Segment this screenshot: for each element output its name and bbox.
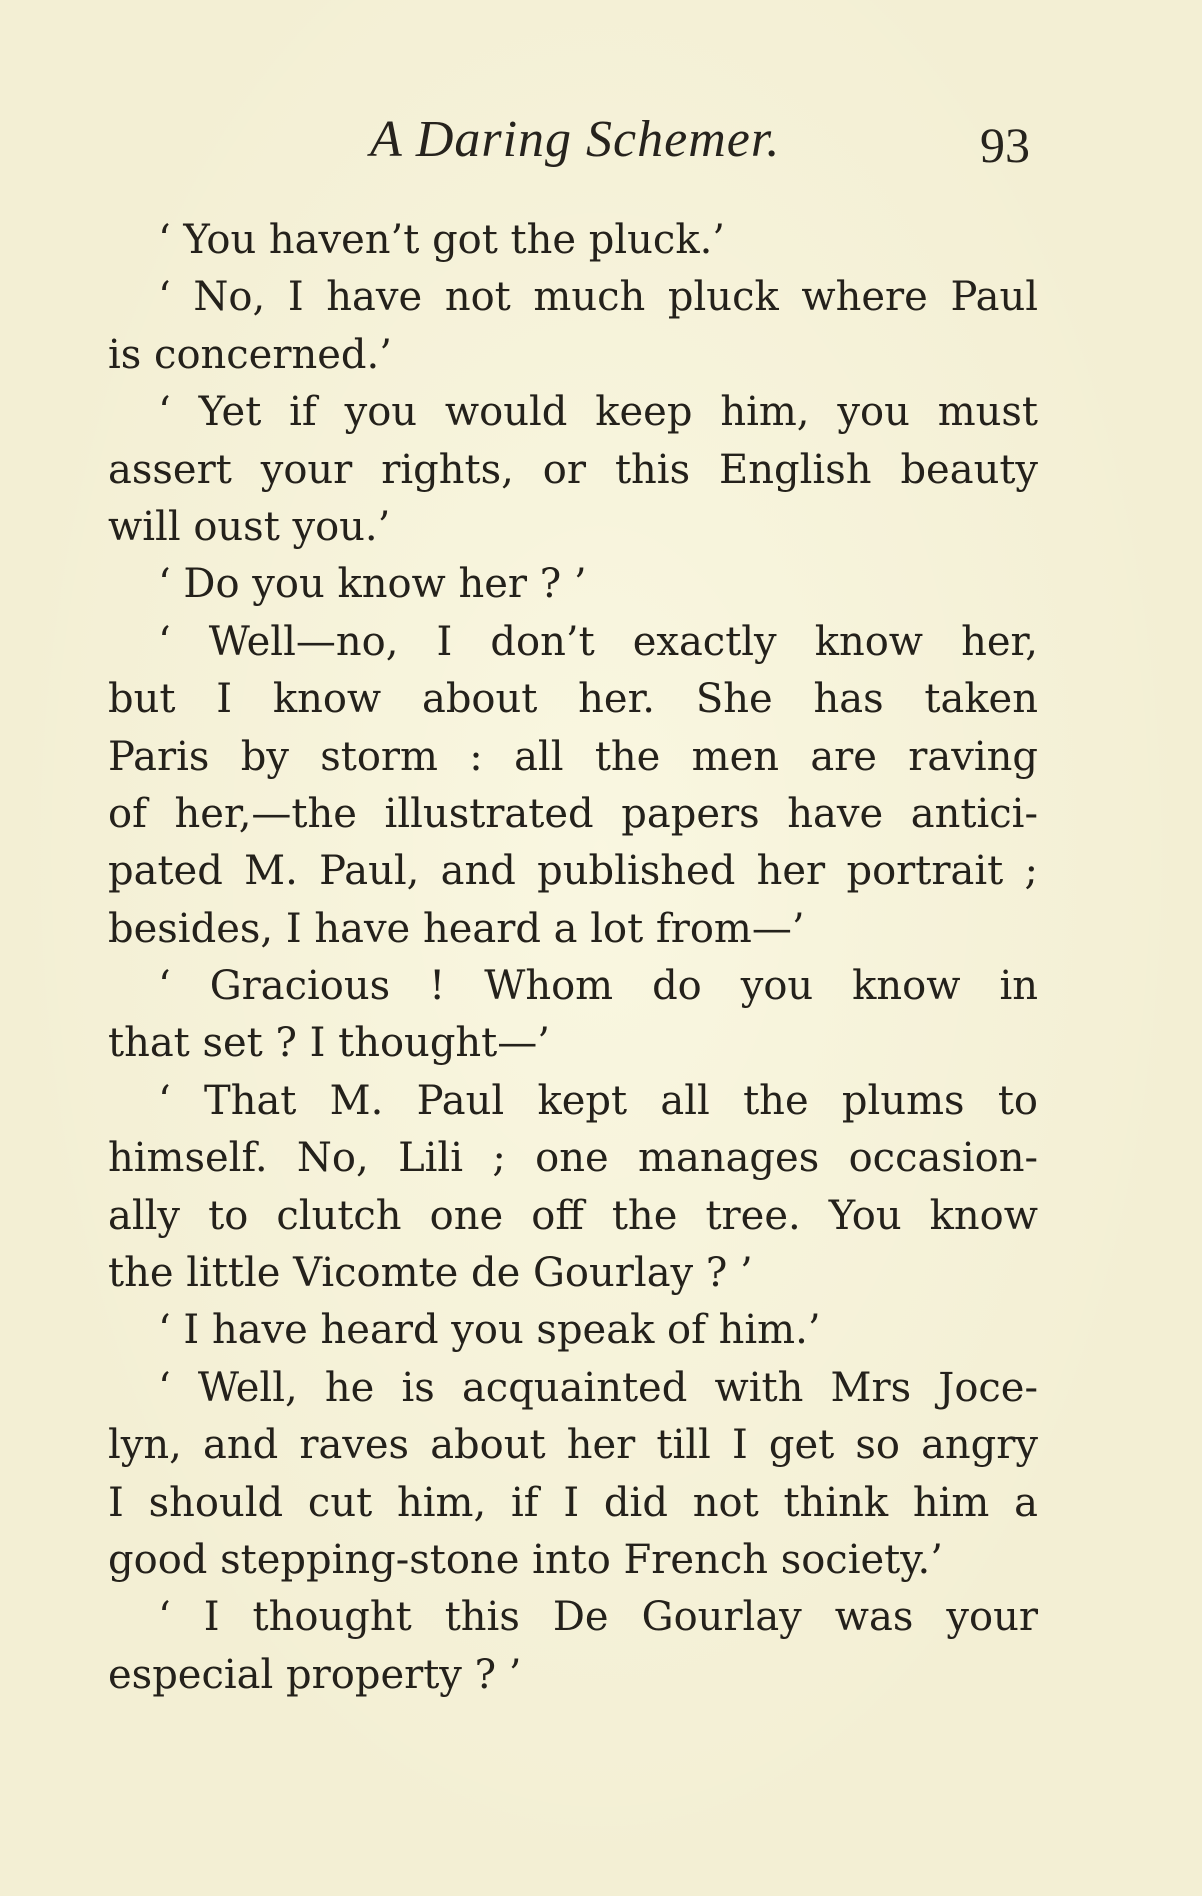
text-line: that set ? I thought—’ <box>108 1020 550 1067</box>
text-line: but I know about her. She has taken <box>108 676 1038 723</box>
text-line: Paris by storm : all the men are raving <box>108 733 1038 780</box>
text-line: besides, I have heard a lot from—’ <box>108 905 805 952</box>
page-number: 93 <box>980 117 1030 173</box>
text-line: ‘ Do you know her ? ’ <box>158 561 587 608</box>
text-line: ‘ Well, he is acquainted with Mrs Joce- <box>158 1364 1038 1411</box>
text-line: ally to clutch one off the tree. You know <box>108 1192 1038 1239</box>
text-line: of her,—the illustrated papers have antici- <box>108 790 1038 837</box>
running-head-title: A Daring Schemer. <box>370 111 781 168</box>
text-line: especial property ? ’ <box>108 1651 522 1698</box>
text-line: ‘ Gracious ! Whom do you know in <box>158 963 1038 1010</box>
text-line: assert your rights, or this English beauty <box>108 446 1038 493</box>
text-line: ‘ You haven’t got the pluck.’ <box>158 217 725 263</box>
text-line: ‘ That M. Paul kept all the plums to <box>158 1077 1038 1124</box>
text-line: ‘ I thought this De Gourlay was your <box>158 1594 1038 1641</box>
text-line: pated M. Paul, and published her portrait ; <box>108 848 1038 895</box>
text-line: ‘ No, I have not much pluck where Paul <box>158 274 1038 321</box>
text-line: ‘ Well—no, I don’t exactly know her, <box>158 618 1038 665</box>
text-line: will oust you.’ <box>108 503 391 550</box>
text-line: I should cut him, if I did not think him a <box>108 1479 1038 1526</box>
text-line: lyn, and raves about her till I get so angry <box>108 1422 1038 1469</box>
text-line: ‘ I have heard you speak of him.’ <box>158 1307 821 1354</box>
body-text <box>108 212 1038 1704</box>
text-line: himself. No, Lili ; one manages occasion- <box>108 1135 1038 1182</box>
text-line: the little Vicomte de Gourlay ? ’ <box>108 1250 753 1297</box>
text-line: ‘ Yet if you would keep him, you must <box>158 389 1038 436</box>
text-line: good stepping-stone into French society.’ <box>108 1536 943 1583</box>
running-head <box>0 110 1202 180</box>
text-line: is concerned.’ <box>108 331 392 378</box>
